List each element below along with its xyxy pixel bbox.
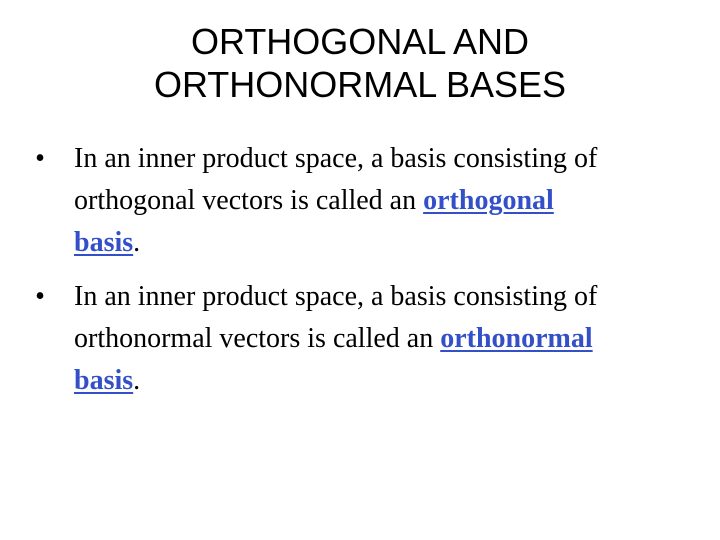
- bullet-suffix: .: [133, 365, 141, 396]
- term-orthogonal: orthogonal: [423, 185, 554, 216]
- term-basis: basis: [74, 365, 134, 396]
- bullet-item-orthonormal: [30, 276, 690, 402]
- bullet-line-2-prefix: orthonormal vectors is called an: [74, 323, 441, 354]
- bullet-line-1: In an inner product space, a basis consisting of: [74, 143, 598, 174]
- term-orthonormal: orthonormal: [440, 323, 593, 354]
- bullet-line-1: In an inner product space, a basis consisting of: [74, 281, 598, 312]
- title-line-1: ORTHOGONAL AND: [190, 21, 530, 62]
- bullet-item-orthogonal: [30, 138, 690, 264]
- term-basis: basis: [74, 227, 134, 258]
- bullet-list: [30, 138, 690, 414]
- title-line-2: ORTHONORMAL BASES: [153, 64, 567, 105]
- bullet-marker: •: [35, 143, 45, 174]
- bullet-line-2-prefix: orthogonal vectors is called an: [74, 185, 424, 216]
- bullet-marker: •: [35, 281, 45, 312]
- slide-title: [60, 20, 660, 106]
- bullet-suffix: .: [133, 227, 141, 258]
